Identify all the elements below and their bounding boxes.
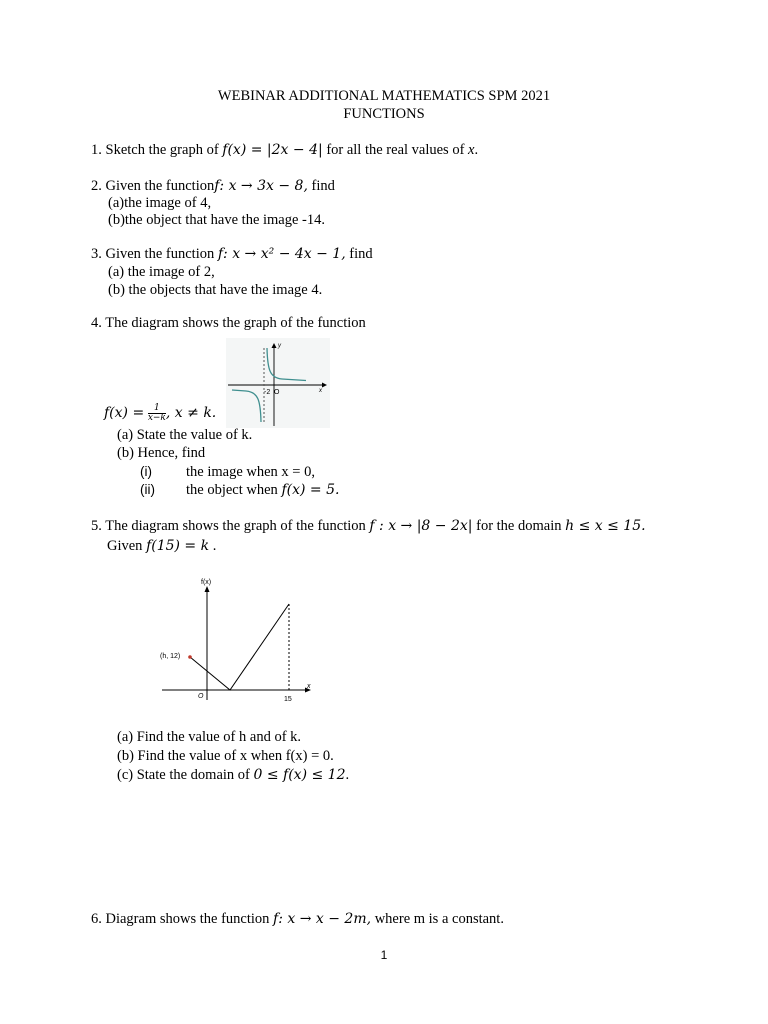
q2-part-b: (b)the object that have the image -14. [108,212,326,228]
question-2: 2. Given the functionf: x → 3x − 8, find [91,178,335,194]
q3-part-a: (a) the image of 2, [108,264,215,280]
question-4: 4. The diagram shows the graph of the function [91,315,366,331]
q2-part-a: (a)the image of 4, [108,195,212,211]
q4-part-b: (b) Hence, find [117,445,206,461]
q3-part-b: (b) the objects that have the image 4. [108,282,323,298]
graph-line [190,604,289,690]
q5-part-a: (a) Find the value of h and of k. [117,729,302,745]
q3-expression: f: x → x² − 4x − 1, [217,246,346,262]
question-3: 3. Given the function f: x → x² − 4x − 1, find [91,246,373,262]
q5-given: Given f(15) = k . [107,538,217,554]
q5-domain: h ≤ x ≤ 15. [565,518,646,534]
question-5: 5. The diagram shows the graph of the function f : x → |8 − 2x| for the domain h ≤ x ≤ 15. [91,518,646,534]
q1-expression: f(x) = |2x − 4| [222,142,323,158]
q5-absolute-value-graph [150,572,320,712]
q4-part-i-label: (i) [140,464,152,479]
question-6: 6. Diagram shows the function f: x → x − 2m, where m is a constant. [91,911,504,927]
x-axis-label: x [319,388,322,394]
tick-label: 15 [284,696,292,703]
page-number: 1 [380,948,388,962]
endpoint-marker [188,655,192,659]
q4-fraction: $\frac{1}{x-k}$ [147,403,166,423]
document-subtitle: FUNCTIONS [343,106,425,122]
origin-label: O [274,389,280,396]
q5-part-c: (c) State the domain of 0 ≤ f(x) ≤ 12. [117,767,350,783]
tick-label: -2 [264,389,271,396]
point-label: (h, 12) [160,653,181,660]
q6-expression: f: x → x − 2m, [273,911,372,927]
question-1: 1. Sketch the graph of f(x) = |2x − 4| for all the real values of x. [91,142,479,158]
x-axis-label: x [307,683,311,690]
origin-label: O [198,693,204,700]
q4-part-a: (a) State the value of k. [117,427,253,443]
y-axis-arrow-icon [205,586,210,592]
q4-part-ii-text: the object when f(x) = 5. [186,482,340,498]
q4-reciprocal-graph [226,338,330,428]
y-axis-label: y [278,343,281,349]
q5-expression: f : x → |8 − 2x| [369,518,473,534]
q4-function-definition: f(x) = $\frac{1}{x-k}$ , x ≠ k. [104,403,217,423]
q5-part-b: (b) Find the value of x when f(x) = 0. [117,748,334,764]
q4-part-i-text: the image when x = 0, [186,464,315,480]
q2-expression: f: x → 3x − 8, [214,178,308,194]
y-axis-label: f(x) [201,579,212,586]
document-title: WEBINAR ADDITIONAL MATHEMATICS SPM 2021 [217,88,551,104]
q4-part-ii-label: (ii) [140,482,155,497]
